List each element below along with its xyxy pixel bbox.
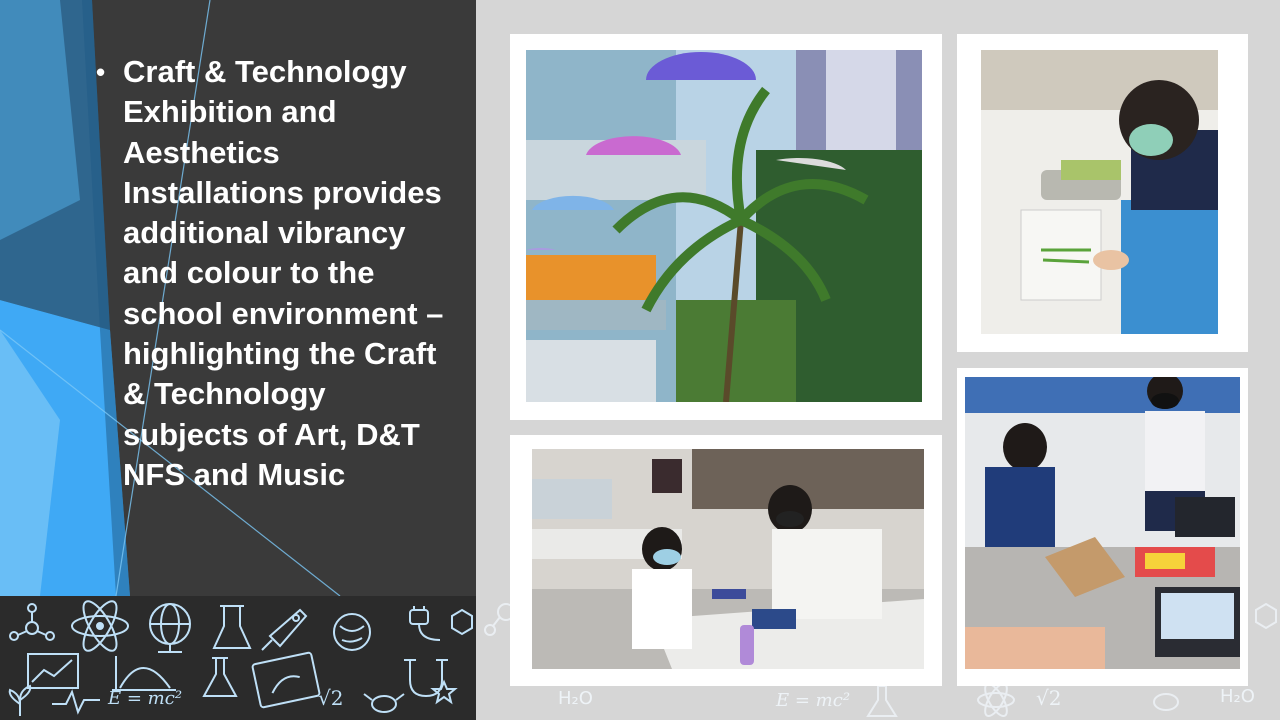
hexagon-molecule-icon bbox=[452, 610, 472, 634]
star-icon bbox=[433, 682, 455, 702]
faint-root-text: √2 bbox=[1036, 686, 1062, 710]
science-doodle-band bbox=[0, 596, 476, 720]
faint-formula-text: E = mc² bbox=[776, 690, 851, 711]
faint-bug-icon bbox=[1154, 694, 1178, 710]
atom-icon bbox=[72, 597, 128, 655]
heartbeat-line-icon bbox=[52, 692, 100, 712]
rocket-icon bbox=[262, 610, 306, 650]
art-class-photo bbox=[510, 435, 942, 686]
faint-hexagon-icon bbox=[1256, 604, 1276, 628]
umbrella-installation-photo bbox=[510, 34, 942, 420]
faint-chem-text: H₂O bbox=[558, 688, 593, 709]
plant-icon bbox=[10, 686, 31, 716]
faint-beaker-icon bbox=[868, 686, 896, 716]
planet-icon bbox=[334, 614, 370, 650]
faint-atom-icon bbox=[978, 681, 1014, 719]
bug-icon bbox=[364, 694, 404, 712]
bell-curve-icon bbox=[112, 656, 176, 692]
bullet-list bbox=[96, 52, 456, 495]
bullet-item bbox=[96, 52, 456, 495]
design-technology-lab-image bbox=[965, 377, 1240, 669]
beaker-icon bbox=[214, 606, 250, 648]
plug-icon bbox=[410, 606, 440, 640]
flask-icon bbox=[204, 658, 236, 696]
chart-board-icon bbox=[28, 654, 78, 688]
formula-text: E = mc² bbox=[108, 688, 183, 709]
faint-chem-text-right: H₂O bbox=[1220, 686, 1255, 707]
art-class-image bbox=[532, 449, 924, 669]
umbrella-installation-image bbox=[526, 50, 922, 402]
bullet-dot-icon: • bbox=[96, 57, 106, 87]
left-panel bbox=[0, 0, 476, 720]
bullet-text: Craft & Technology Exhibition and Aesthetics Installations provides additional vibrancy and colour to the school environment – highlighting the Craft & Technology subjects of Art, D&T NFS and Music bbox=[123, 54, 444, 492]
design-technology-lab-photo bbox=[957, 368, 1248, 686]
magnet-icon bbox=[404, 660, 448, 696]
food-preparation-photo bbox=[957, 34, 1248, 352]
molecule-icon bbox=[10, 604, 54, 640]
food-preparation-image bbox=[981, 50, 1218, 334]
notebook-icon bbox=[252, 652, 320, 708]
globe-icon bbox=[150, 604, 190, 652]
root-text: √2 bbox=[318, 686, 344, 710]
